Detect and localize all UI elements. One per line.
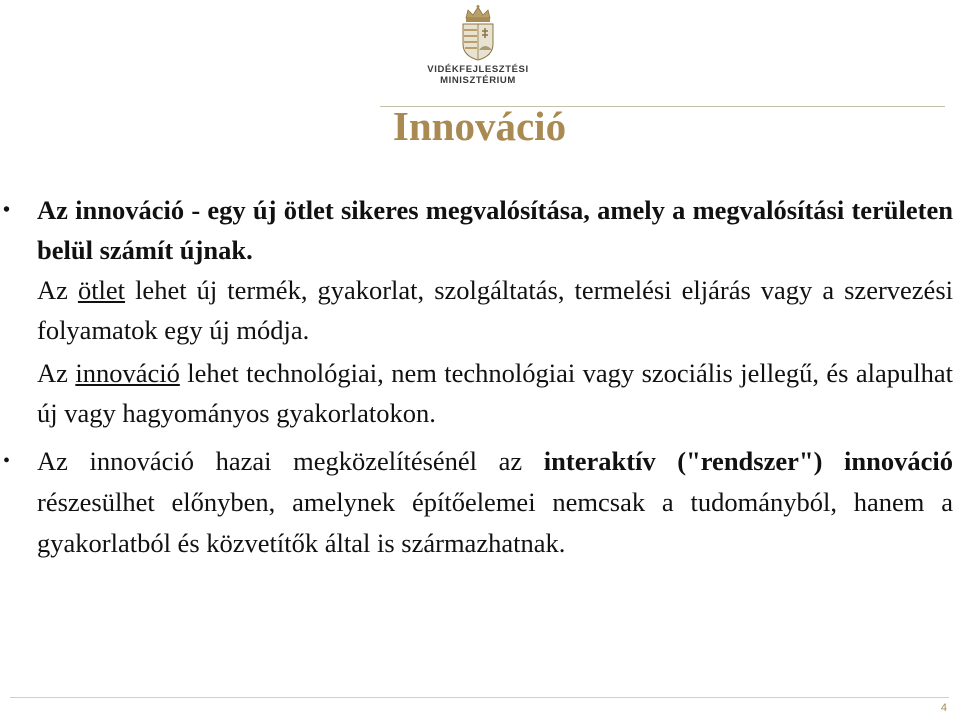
bold-term-interactive-innovation: interaktív ("rendszer") innováció [543, 446, 953, 476]
paragraph-interactive-text: részesülhet előnyben, amelynek építőelemei nemcsak a tudományból, hanem a gyakorlatból és közvetítők által is származhatnak. [37, 487, 953, 558]
paragraph-idea-text: lehet új termék, gyakorlat, szolgáltatás, termelési eljárás vagy a szervezési folyamatok egy új módja. [37, 275, 953, 345]
paragraph-types-prefix: Az [37, 358, 76, 388]
slide-content [0, 190, 959, 564]
paragraph-types-text: lehet technológiai, nem technológiai vagy szociális jellegű, és alapulhat új vagy hagyományos gyakorlatokon. [37, 358, 953, 428]
paragraph-idea-prefix: Az [37, 275, 78, 305]
bullet-icon: • [3, 199, 11, 221]
ministry-line-1: VIDÉKFEJLESZTÉSI [427, 64, 529, 75]
paragraph-innovation-types [0, 353, 959, 433]
page-title: Innováció [392, 103, 567, 149]
underlined-term-innovacio: innováció [75, 358, 180, 388]
coat-of-arms-icon [457, 4, 499, 62]
bullet-icon: • [3, 450, 11, 472]
ministry-name [418, 64, 538, 86]
footer-divider [10, 697, 949, 698]
page-number: 4 [940, 702, 947, 714]
paragraph-interactive-prefix: Az innováció hazai megközelítésénél az [37, 446, 544, 476]
underlined-term-otlet: ötlet [77, 275, 126, 305]
paragraph-definition-text: Az innováció - egy új ötlet sikeres megvalósítása, amely a megvalósítási területen belül számít újnak. [37, 195, 953, 265]
ministry-logo [418, 4, 538, 96]
ministry-line-2: MINISZTÉRIUM [440, 75, 516, 86]
paragraph-interactive-innovation [0, 441, 959, 564]
paragraph-definition [0, 190, 959, 270]
paragraph-idea [0, 270, 959, 350]
